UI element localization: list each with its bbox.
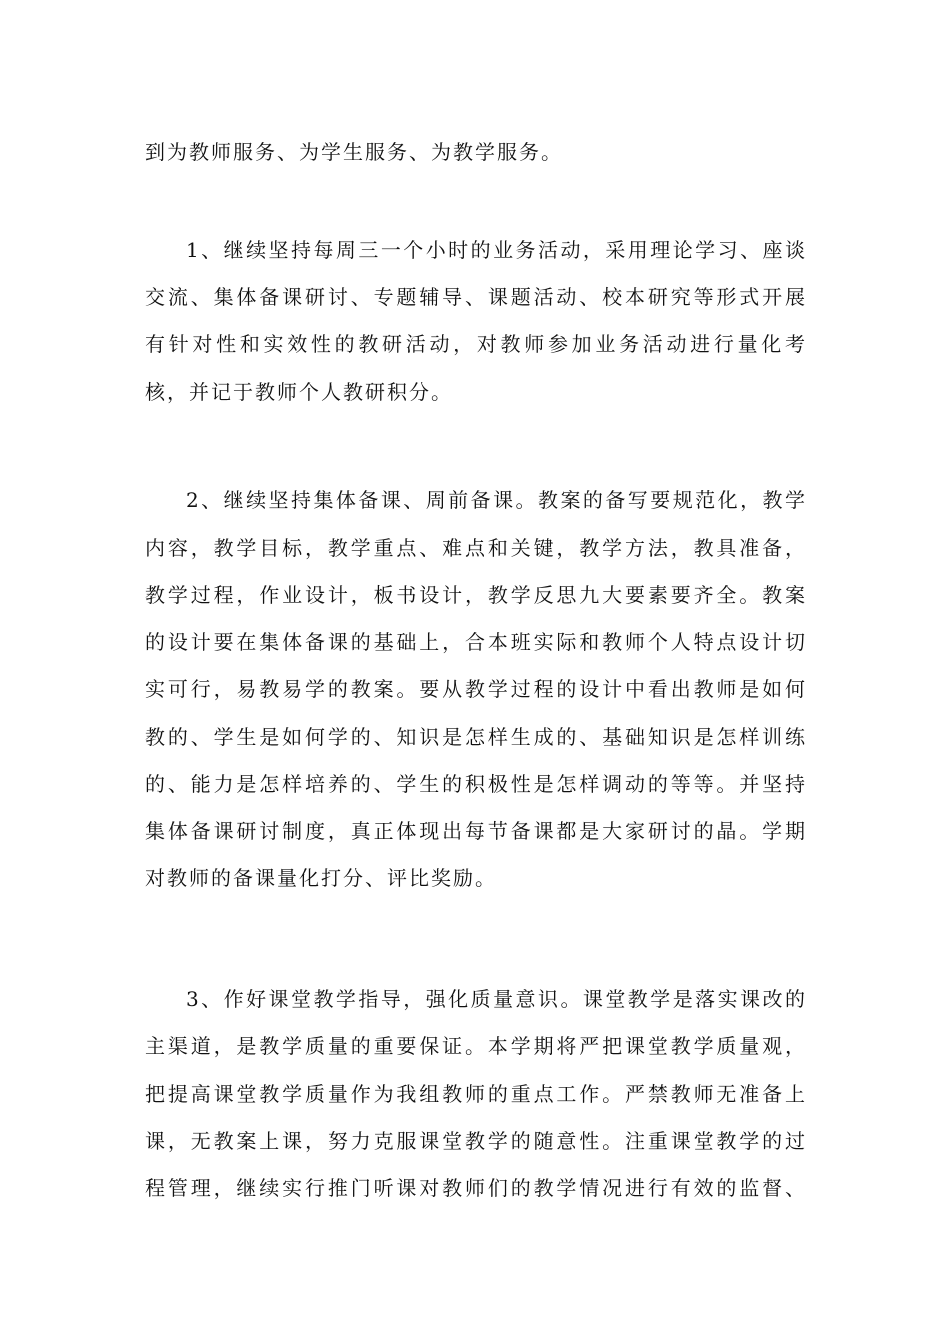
text-line: 集体备课研讨制度，真正体现出每节备课都是大家研讨的晶。学期 xyxy=(145,819,807,843)
text-line: 内容，教学目标，教学重点、难点和关键，教学方法，教具准备， xyxy=(145,536,807,560)
text-line: 程管理，继续实行推门听课对教师们的教学情况进行有效的监督、 xyxy=(145,1176,807,1200)
text-line: 对教师的备课量化打分、评比奖励。 xyxy=(145,866,497,890)
paragraph-2 xyxy=(145,488,807,890)
text-line: 交流、集体备课研讨、专题辅导、课题活动、校本研究等形式开展 xyxy=(145,285,807,309)
text-line: 课，无教案上课，努力克服课堂教学的随意性。注重课堂教学的过 xyxy=(145,1129,807,1153)
text-line: 的、能力是怎样培养的、学生的积极性是怎样调动的等等。并坚持 xyxy=(145,772,807,796)
text-line: 主渠道，是教学质量的重要保证。本学期将严把课堂教学质量观， xyxy=(145,1034,807,1058)
text-line: 把提高课堂教学质量作为我组教师的重点工作。严禁教师无准备上 xyxy=(145,1082,807,1106)
paragraph-1 xyxy=(145,238,807,404)
text-line: 有针对性和实效性的教研活动，对教师参加业务活动进行量化考 xyxy=(145,332,807,356)
paragraph-3 xyxy=(145,987,807,1200)
text-line: 1、继续坚持每周三一个小时的业务活动，采用理论学习、座谈 xyxy=(186,238,807,262)
text-line: 教的、学生是如何学的、知识是怎样生成的、基础知识是怎样训练 xyxy=(145,725,807,749)
text-line: 的设计要在集体备课的基础上，合本班实际和教师个人特点设计切 xyxy=(145,630,807,654)
text-line: 实可行，易教易学的教案。要从教学过程的设计中看出教师是如何 xyxy=(145,677,807,701)
text-line: 2、继续坚持集体备课、周前备课。教案的备写要规范化，教学 xyxy=(186,488,807,512)
intro-text xyxy=(145,140,807,164)
text-line: 3、作好课堂教学指导，强化质量意识。课堂教学是落实课改的 xyxy=(186,987,807,1011)
text-line: 到为教师服务、为学生服务、为教学服务。 xyxy=(145,140,563,164)
text-line: 教学过程，作业设计，板书设计，教学反思九大要素要齐全。教案 xyxy=(145,583,807,607)
text-line: 核，并记于教师个人教研积分。 xyxy=(145,380,453,404)
